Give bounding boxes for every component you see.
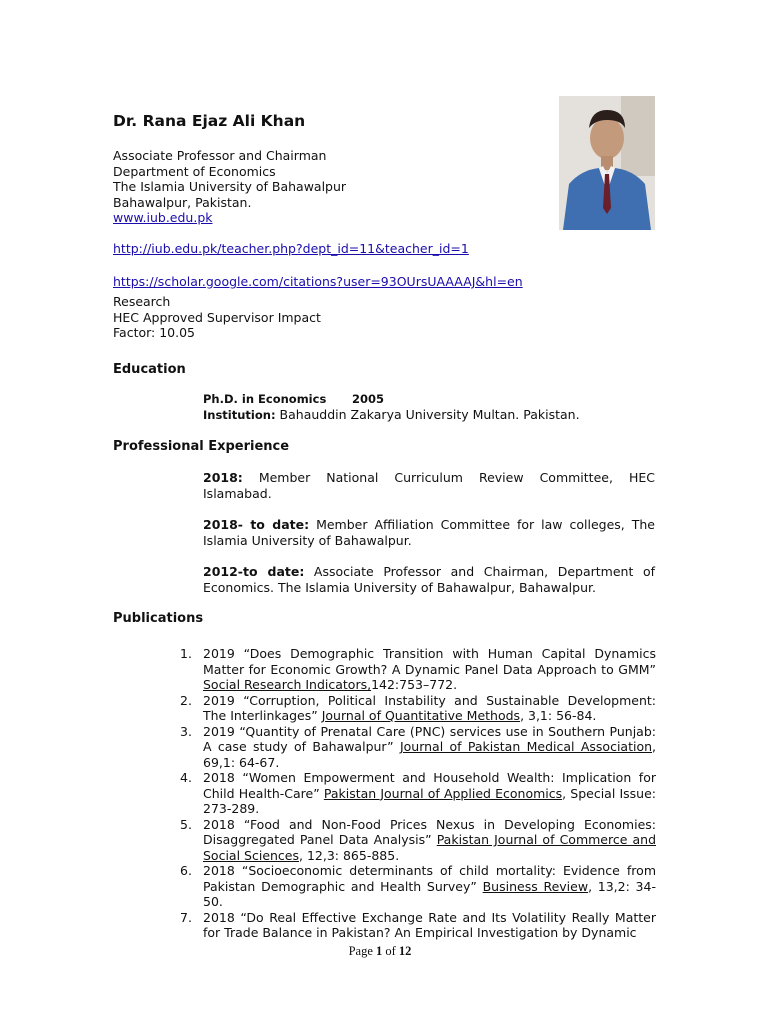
experience-item xyxy=(203,470,655,501)
journal-link[interactable]: Journal of Quantitative Methods xyxy=(321,708,521,723)
publication-details: , Special Issue: 273-289. xyxy=(203,785,656,816)
publication-number: 1. xyxy=(180,646,192,661)
website-link[interactable]: www.iub.edu.pk xyxy=(113,210,213,225)
profile-photo xyxy=(559,96,655,230)
experience-text: Member National Curriculum Review Committee, HEC Islamabad. xyxy=(203,470,655,501)
person-name: Dr. Rana Ejaz Ali Khan xyxy=(113,112,306,130)
experience-date: 2012-to date: xyxy=(203,564,305,579)
journal-link[interactable]: Journal of Pakistan Medical Association xyxy=(399,739,653,754)
experience-date: 2018- to date: xyxy=(203,517,310,532)
publication-title: 2019 “Corruption, Political Instability and Sustainable Development: The Interlinkages” xyxy=(203,692,656,723)
publication-number: 4. xyxy=(180,770,192,785)
degree-year: 2005 xyxy=(351,392,384,406)
publication-number: 5. xyxy=(180,816,192,832)
journal-link[interactable]: Pakistan Journal of Applied Economics xyxy=(323,785,563,801)
journal-link[interactable]: Social Research Indicators, xyxy=(203,677,372,692)
publication-details: , 69,1: 64-67. xyxy=(203,739,656,770)
publication-number: 7. xyxy=(180,909,192,925)
publication-details: , 3,1: 56-84. xyxy=(520,708,597,723)
impact-line-2: HEC Approved Supervisor Impact xyxy=(113,309,321,325)
page-number: 1 xyxy=(376,944,383,958)
experience-item xyxy=(203,517,655,548)
institution-name: Bahauddin Zakarya University Multan. Pakistan. xyxy=(279,407,580,422)
publications-heading: Publications xyxy=(113,611,204,626)
publication-number: 6. xyxy=(180,863,192,878)
impact-line-3: Factor: 10.05 xyxy=(113,325,196,340)
scholar-link[interactable]: https://scholar.google.com/citations?user=93OUrsUAAAAJ&hl=en xyxy=(113,274,523,289)
degree: Ph.D. in Economics xyxy=(203,392,327,406)
impact-line-1: Research xyxy=(113,294,171,309)
publication-item xyxy=(180,910,656,941)
publication-details: , 13,2: 34-50. xyxy=(203,878,656,909)
publication-title: 2018 “Food and Non-Food Prices Nexus in Developing Economies: Disaggregated Panel Data Analysis” xyxy=(203,816,656,847)
publication-item xyxy=(180,724,656,771)
publication-item xyxy=(180,693,656,724)
university: The Islamia University of Bahawalpur xyxy=(113,179,347,194)
experience-item xyxy=(203,564,655,595)
publication-title: 2018 “Do Real Effective Exchange Rate and Its Volatility Really Matter for Trade Balance in Pakistan? An Empirical Investigation by Dynamic xyxy=(203,909,656,940)
publication-item xyxy=(180,863,656,910)
page-label: Page xyxy=(348,944,373,958)
experience-date: 2018: xyxy=(203,470,243,485)
page-footer xyxy=(0,944,760,960)
experience-text: Associate Professor and Chairman, Department of Economics. The Islamia University of Bahawalpur, Bahawalpur. xyxy=(203,564,655,595)
publication-item xyxy=(180,646,656,693)
publication-item xyxy=(180,770,656,817)
education-heading: Education xyxy=(113,362,186,377)
profile-link[interactable]: http://iub.edu.pk/teacher.php?dept_id=11&teacher_id=1 xyxy=(113,241,469,256)
publication-title: 2018 “Women Empowerment and Household Wealth: Implication for Child Health-Care” xyxy=(203,770,656,801)
position: Associate Professor and Chairman xyxy=(113,148,327,163)
publication-details: , 12,3: 865-885. xyxy=(299,847,400,863)
degree-line xyxy=(203,392,384,408)
impact-factor xyxy=(113,294,321,341)
institution-line xyxy=(203,407,580,424)
journal-link[interactable]: Business Review xyxy=(482,878,589,894)
experience-text: Member Affiliation Committee for law colleges, The Islamia University of Bahawalpur. xyxy=(203,517,655,548)
department: Department of Economics xyxy=(113,163,276,179)
publication-title: 2018 “Socioeconomic determinants of child mortality: Evidence from Pakistan Demographic and Health Survey” xyxy=(203,863,656,894)
publication-title: 2019 “Does Demographic Transition with Human Capital Dynamics Matter for Economic Growth? A Dynamic Panel Data Approach to GMM” xyxy=(203,646,656,677)
publication-title: 2019 “Quantity of Prenatal Care (PNC) services use in Southern Punjab: A case study of Bahawalpur” xyxy=(203,723,656,754)
publications-list xyxy=(180,646,656,941)
of-label: of xyxy=(385,944,396,958)
page-total: 12 xyxy=(398,944,412,958)
experience-heading: Professional Experience xyxy=(113,439,290,454)
institution-label: Institution: xyxy=(203,408,276,422)
contact-block xyxy=(113,148,533,226)
location: Bahawalpur, Pakistan. xyxy=(113,194,252,210)
publication-number: 3. xyxy=(180,723,192,739)
journal-link[interactable]: Pakistan Journal of Commerce and Social Sciences xyxy=(203,832,657,863)
publication-item xyxy=(180,817,656,864)
publication-details: 142:753–772. xyxy=(371,677,458,692)
publication-number: 2. xyxy=(180,692,192,708)
